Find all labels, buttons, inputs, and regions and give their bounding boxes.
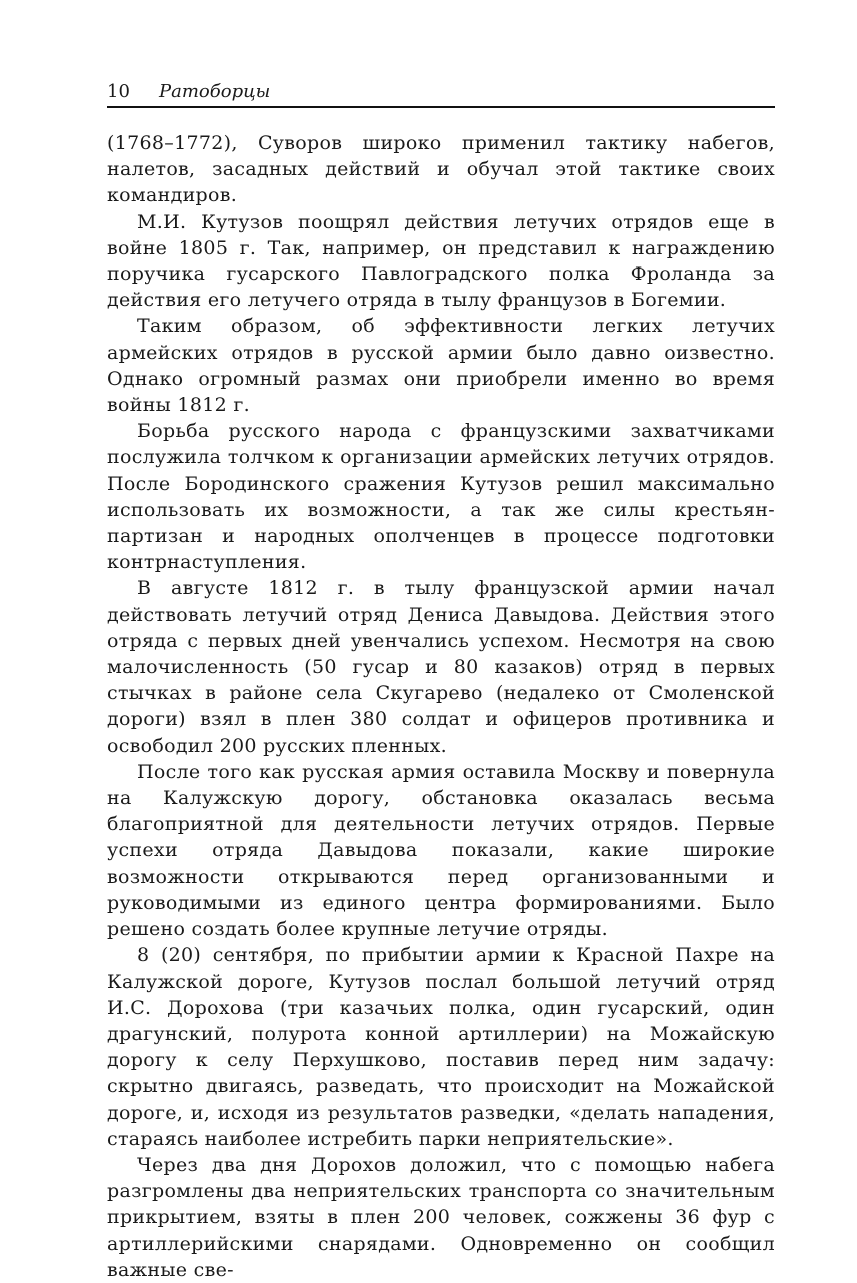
paragraph: В августе 1812 г. в тылу французской армии начал действовать летучий отряд Дениса Давыдова. Действия этого отряда с первых дней увенчались успехом. Несмотря на свою малочисленность (50 гусар и 80 казаков) отряд в первых стычках в районе села Скугарево (недалеко от Смоленской дороги) взял в плен 380 солдат и офицеров противника и освободил 200 русских пленных. [107, 577, 775, 757]
book-title: Ратоборцы [159, 81, 271, 102]
body-text [107, 130, 775, 1283]
running-header [107, 78, 775, 108]
page-number: 10 [107, 81, 130, 102]
paragraph: 8 (20) сентября, по прибытии армии к Красной Пахре на Калужской дороге, Кутузов послал большой летучий отряд И.С. Дорохова (три казачьих полка, один гусарский, один драгунский, полурота конной артиллерии) на Можайскую дорогу к селу Перхушково, поставив перед ним задачу: скрытно двигаясь, разведать, что происходит на Можайской дороге, и, исходя из результатов разведки, «делать нападения, стараясь наиболее истребить парки неприятельские». [107, 944, 775, 1150]
paragraph: (1768–1772), Суворов широко применил тактику набегов, налетов, засадных действий и обучал этой тактике своих командиров. [107, 132, 775, 207]
paragraph: Через два дня Дорохов доложил, что с помощью набега разгромлены два неприятельских транспорта со значительным прикрытием, взяты в плен 200 человек, сожжены 36 фур с артиллерийскими снарядами. Одновременно он сообщил важные све- [107, 1153, 775, 1281]
book-page [107, 78, 775, 1283]
paragraph: Таким образом, об эффективности легких летучих армейских отрядов в русской армии было давно оизвестно. Однако огромный размах они приобрели именно во время войны 1812 г. [107, 315, 775, 417]
paragraph: М.И. Кутузов поощрял действия летучих отрядов еще в войне 1805 г. Так, например, он представил к награждению поручика гусарского Павлоградского полка Фроланда за действия его летучего отряда в тылу французов в Богемии. [107, 210, 775, 312]
paragraph: Борьба русского народа с французскими захватчиками послужила толчком к организации армейских летучих отрядов. После Бородинского сражения Кутузов решил максимально использовать их возможности, а так же силы крестьян-партизан и народных ополченцев в процессе подготовки контрнаступления. [107, 420, 775, 574]
paragraph: После того как русская армия оставила Москву и повернула на Калужскую дорогу, обстановка оказалась весьма благоприятной для деятельности летучих отрядов. Первые успехи отряда Давыдова показали, какие широкие возможности открываются перед организованными и руководимыми из единого центра формированиями. Было решено создать более крупные летучие отряды. [107, 760, 775, 941]
